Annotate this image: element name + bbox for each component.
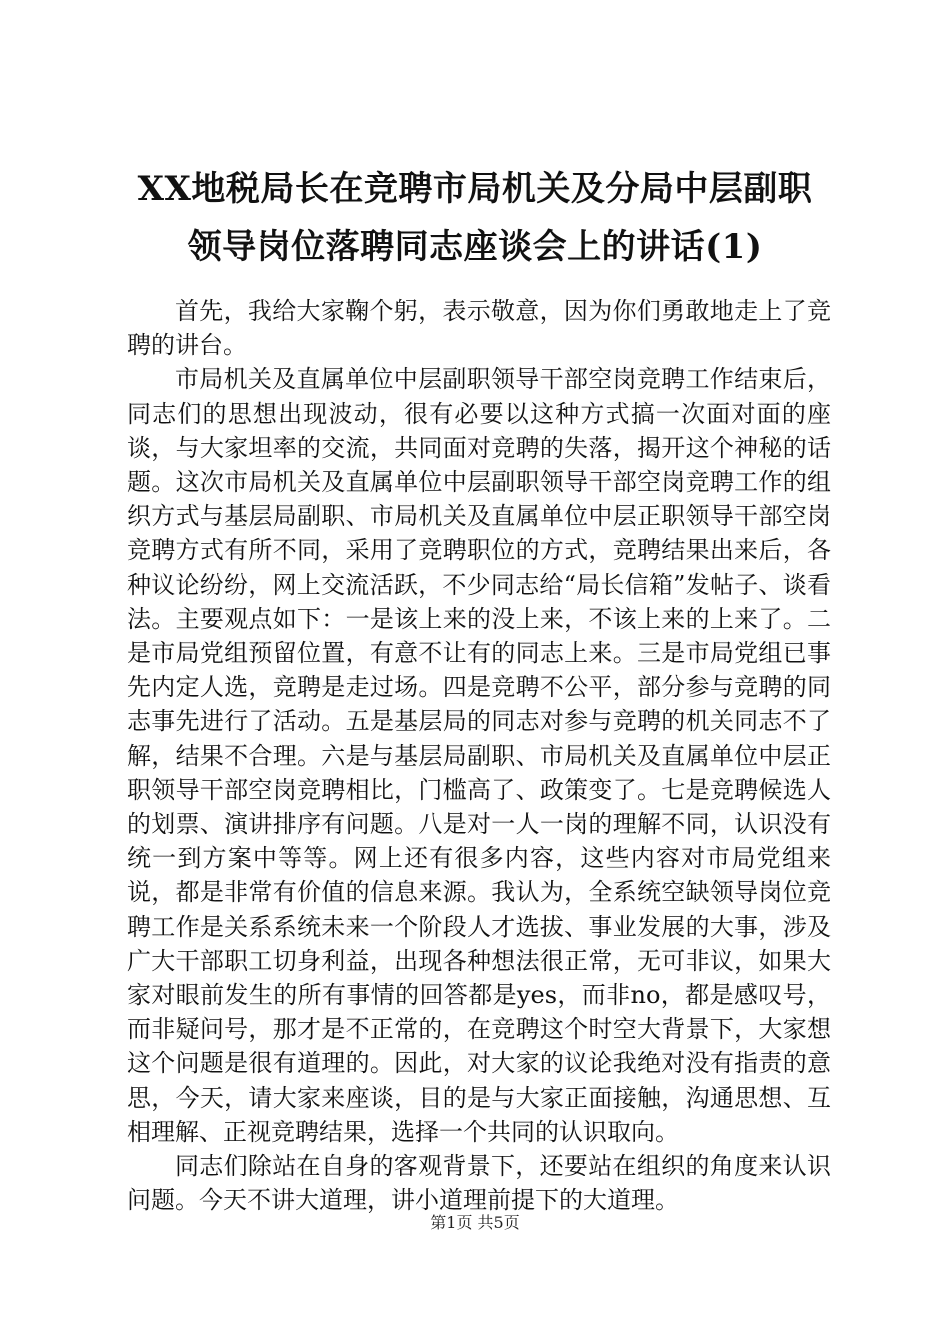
paragraph: 首先，我给大家鞠个躬，表示敬意，因为你们勇敢地走上了竞聘的讲台。	[127, 297, 831, 360]
document-body	[127, 294, 831, 1217]
document-title-line-2: 领导岗位落聘同志座谈会上的讲话(1)	[187, 227, 763, 267]
page-footer: 第1页 共5页	[430, 1213, 520, 1232]
paragraph: 市局机关及直属单位中层副职领导干部空岗竞聘工作结束后，同志们的思想出现波动，很有必要以这种方式搞一次面对面的座谈，与大家坦率的交流，共同面对竞聘的失落，揭开这个神秘的话题。这次市局机关及直属单位中层副职领导干部空岗竞聘工作的组织方式与基层局副职、市局机关及直属单位中层正职领导干部空岗竞聘方式有所不同，采用了竞聘职位的方式，竞聘结果出来后，各种议论纷纷，网上交流活跃，不少同志给“局长信箱”发帖子、谈看法。主要观点如下：一是该上来的没上来，不该上来的上来了。二是市局党组预留位置，有意不让有的同志上来。三是市局党组已事先内定人选，竞聘是走过场。四是竞聘不公平，部分参与竞聘的同志事先进行了活动。五是基层局的同志对参与竞聘的机关同志不了解，结果不合理。六是与基层局副职、市局机关及直属单位中层正职领导干部空岗竞聘相比，门槛高了、政策变了。七是竞聘候选人的划票、演讲排序有问题。八是对一人一岗的理解不同，认识没有统一到方案中等等。网上还有很多内容，这些内容对市局党组来说，都是非常有价值的信息来源。我认为，全系统空缺领导岗位竞聘工作是关系系统未来一个阶段人才选拔、事业发展的大事，涉及广大干部职工切身利益，出现各种想法很正常，无可非议，如果大家对眼前发生的所有事情的回答都是yes，而非no，都是感叹号，而非疑问号，那才是不正常的，在竞聘这个时空大背景下，大家想这个问题是很有道理的。因此，对大家的议论我绝对没有指责的意思，今天，请大家来座谈，目的是与大家正面接触，沟通思想、互相理解、正视竞聘结果，选择一个共同的认识取向。	[127, 365, 831, 1146]
document-title-line-1: XX地税局长在竞聘市局机关及分局中层副职	[137, 169, 813, 209]
paragraph: 同志们除站在自身的客观背景下，还要站在组织的角度来认识问题。今天不讲大道理，讲小道理前提下的大道理。	[127, 1152, 831, 1215]
